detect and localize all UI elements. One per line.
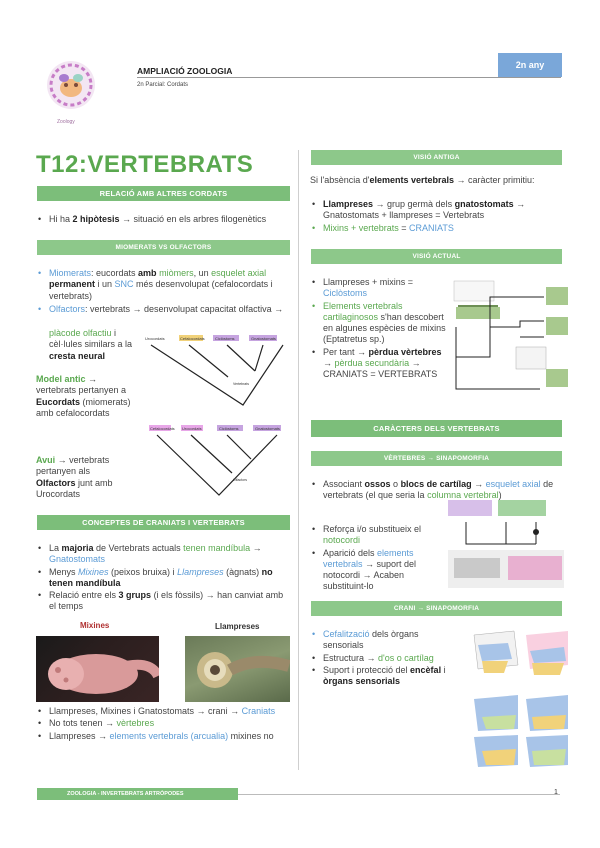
crani-list (310, 629, 460, 688)
section-heading-visio-antiga: VISIÓ ANTIGA (311, 150, 562, 165)
list-item: • Aparició dels elements vertebrals → suport del notocordi → Acaben substituint-lo (310, 548, 442, 593)
list-item: • Hi ha 2 hipòtesis → situació en els arbres filogenètics (36, 214, 286, 225)
tree2-label: Olfactors (233, 478, 248, 482)
section-heading-caracters: CARÀCTERS DELS VERTEBRATS (311, 420, 562, 437)
list-item: • Suport i protecció del encèfal i òrgans sensorials (310, 665, 460, 688)
header-subtitle: 2n Parcial: Cordats (137, 82, 189, 88)
list-item: • Associant ossos o blocs de cartílag → esquelet axial de vertebrats (el que seria la columna vertebral) (310, 479, 562, 502)
footer-label: ZOOLOGIA - INVERTEBRATS ARTRÒPODES (37, 788, 238, 800)
tree1-label: Gnatostomats (251, 336, 276, 341)
list-item: • Olfactors: vertebrats → desenvolupat capacitat olfactiva → (36, 304, 286, 315)
list-item: • No tots tenen → vèrtebres (36, 718, 288, 729)
section-heading-relacio: RELACIÓ AMB ALTRES CORDATS (37, 186, 290, 201)
llampreses-label: Llampreses (215, 622, 260, 631)
mixines-image (36, 636, 159, 702)
visio-actual-list (310, 277, 450, 381)
section-heading-vertebres: VÈRTEBRES → SINAPOMORFIA (311, 451, 562, 466)
logo-text: Zoology (57, 119, 75, 125)
footer-divider (238, 794, 560, 795)
tree2-label: Urocordats (182, 426, 202, 431)
model-antic-text: Model antic → vertebrats pertanyen a Eucordats (miomerats) amb cefalocordats (36, 374, 131, 418)
avui-text: Avui → vertebrats pertanyen als Olfactors junt amb Urocordats (36, 455, 113, 499)
tree2-label: Ciclòstoms (219, 426, 239, 431)
year-badge: 2n any (498, 53, 562, 77)
header-title: AMPLIACIÓ ZOOLOGIA (137, 66, 233, 76)
vertebrae-diagram (446, 498, 566, 590)
tree2-label: Gnatostomats (255, 426, 280, 431)
section-heading-conceptes: CONCEPTES DE CRANIATS I VERTEBRATS (37, 515, 290, 530)
tree1-label: Urocordats (145, 336, 165, 341)
mixines-label: Mixines (80, 621, 110, 630)
phylo-tree-new (147, 423, 292, 501)
column-divider (298, 150, 299, 770)
logo (42, 58, 100, 116)
section-heading-miomers: MIOMERATS VS OLFACTORS (37, 240, 290, 255)
page-title: T12:VERTEBRATS (36, 151, 254, 178)
header-divider (137, 77, 561, 78)
list-item: • Llampreses → elements vertebrals (arcualia) mixines no (36, 731, 288, 742)
list-item: • Reforça i/o substitueix el notocordi (310, 524, 442, 547)
miomers-list (36, 268, 286, 303)
vertebres-list-2 (310, 524, 442, 594)
skull-diagram (468, 625, 572, 770)
list-item: • La majoria de Vertebrats actuals tenen mandíbula → Gnatostomats (36, 543, 288, 566)
list-item: • Mixins + vertebrats = CRANIATS (310, 223, 562, 234)
tree1-label: Ciclòstoms (215, 336, 235, 341)
olfactors-list (36, 304, 286, 316)
visio-antiga-intro: Si l'absència d'elements vertebrals → caràcter primitiu: (310, 175, 535, 185)
phylo-tree-old (143, 333, 293, 411)
tree1-label: Cefalocordats (180, 336, 205, 341)
list-item: • Relació entre els 3 grups (i els fòssils) → han canviat amb el temps (36, 590, 288, 613)
section-heading-visio-actual: VISIÓ ACTUAL (311, 249, 562, 264)
visio-actual-diagram (450, 277, 570, 407)
relacio-list (36, 214, 286, 226)
page-number: 1 (554, 789, 558, 796)
list-item: • Elements vertebrals cartilaginosos s'han descobert en algunes espècies de mixins (Eptatretus sp.) (310, 301, 450, 346)
conceptes-list (36, 543, 288, 614)
visio-antiga-list (310, 199, 562, 235)
list-item: • Llampreses → grup germà dels gnatostomats → Gnatostomats + llampreses = Vertebrats (310, 199, 562, 222)
tree1-label: Vertebrats (233, 382, 249, 386)
list-item: • Llampreses + mixins = Ciclòstoms (310, 277, 450, 300)
llampreses-image (185, 636, 290, 702)
tree2-label: Cefalocordats (150, 426, 175, 431)
list-item: • Estructura → d'os o cartílag (310, 653, 460, 664)
conceptes-list-2 (36, 706, 288, 743)
section-heading-crani: CRANI → SINAPOMORFIA (311, 601, 562, 616)
list-item: • Miomerats: eucordats amb miòmers, un esquelet axial permanent i un SNC més desenvolupat (cefalocordats i vertebrats) (36, 268, 286, 302)
list-item: • Llampreses, Mixines i Gnatostomats → crani → Craniats (36, 706, 288, 717)
list-item: • Per tant → pèrdua vèrtebres → pèrdua secundària → CRANIATS = VERTEBRATS (310, 347, 450, 381)
olfactors-continuation: plàcode olfactiu i cèl·lules similars a la cresta neural (49, 328, 133, 361)
list-item: • Cefalització dels òrgans sensorials (310, 629, 460, 652)
list-item: • Menys Mixines (peixos bruixa) i Llampreses (àgnats) no tenen mandíbula (36, 567, 288, 590)
